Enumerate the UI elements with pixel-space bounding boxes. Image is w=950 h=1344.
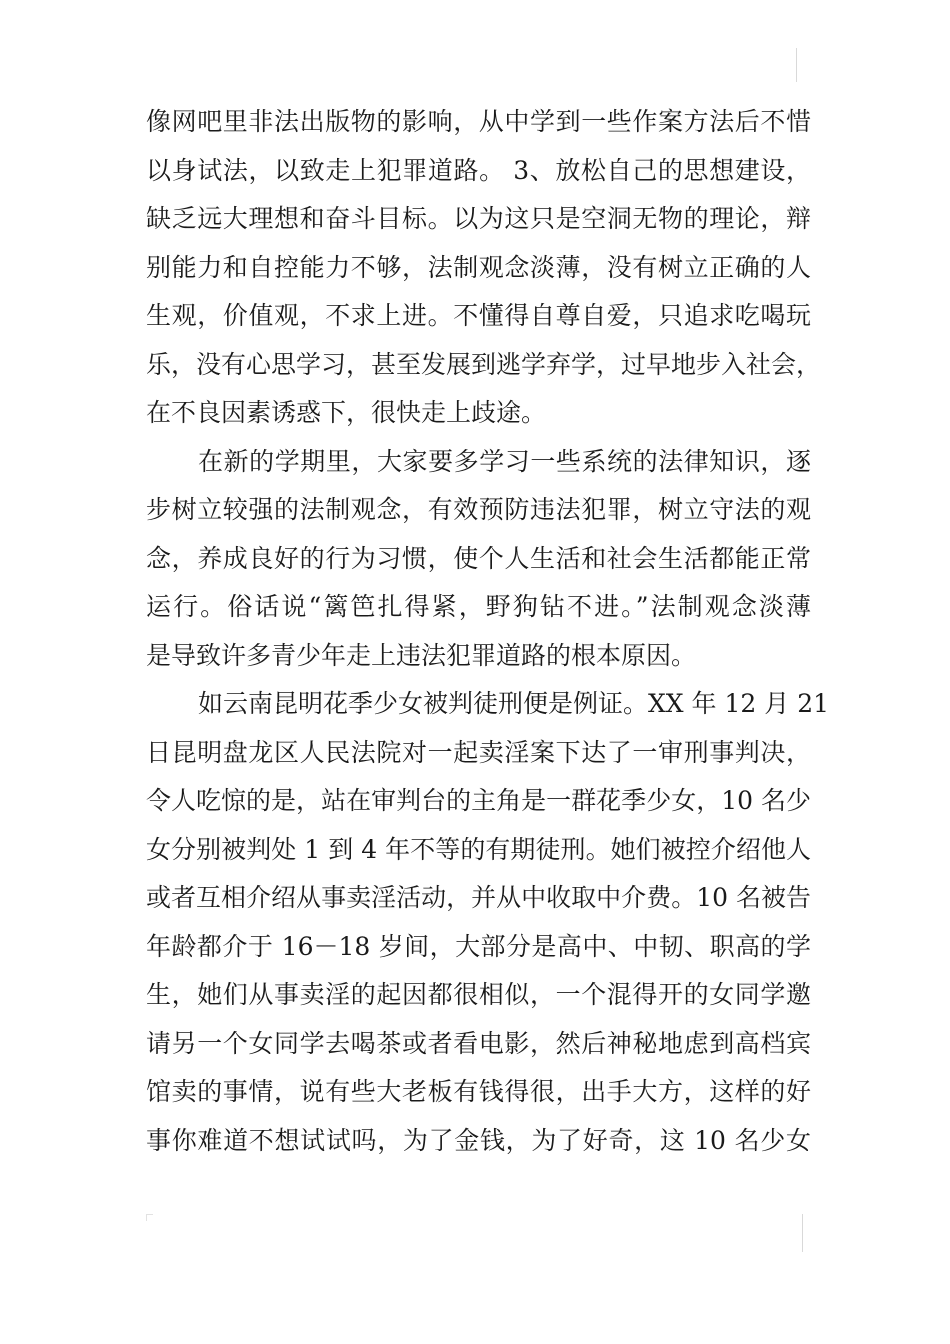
- text-line: 是导致许多青少年走上违法犯罪道路的根本原因。: [146, 640, 697, 670]
- text-line: 事你难道不想试试吗，为了金钱，为了好奇，这 10 名少女: [146, 1125, 811, 1155]
- page-edge-mark-top: [796, 48, 797, 82]
- text-line: 以身试法，以致走上犯罪道路。 3、放松自己的思想建设，: [146, 155, 811, 185]
- text-line: 别能力和自控能力不够，法制观念淡薄，没有树立正确的人: [146, 252, 811, 282]
- page-edge-mark-bottom: [802, 1214, 803, 1252]
- text-line: 运行。俗话说“篱笆扎得紧，野狗钻不进。”法制观念淡薄: [146, 592, 811, 621]
- paragraph: [146, 98, 822, 438]
- text-line: 在不良因素诱惑下，很快走上歧途。: [146, 398, 547, 427]
- text-line: 生观，价值观，不求上进。不懂得自尊自爱，只追求吃喝玩: [146, 301, 811, 330]
- text-line: 女分别被判处 1 到 4 年不等的有期徒刑。她们被控介绍他人: [146, 834, 811, 864]
- text-line: 步树立较强的法制观念，有效预防违法犯罪，树立守法的观: [146, 495, 811, 524]
- text-line: 或者互相介绍从事卖淫活动，并从中收取中介费。10 名被告: [146, 883, 811, 912]
- text-line: 如云南昆明花季少女被判徒刑便是例证。XX 年 12 月 21: [198, 689, 830, 718]
- text-line: 像网吧里非法出版物的影响，从中学到一些作案方法后不惜: [146, 107, 811, 136]
- text-line: 生，她们从事卖淫的起因都很相似，一个混得开的女同学邀: [146, 980, 811, 1009]
- page-corner-mark: [146, 1214, 153, 1221]
- text-line: 念，养成良好的行为习惯，使个人生活和社会生活都能正常: [146, 543, 811, 573]
- paragraph: [146, 680, 830, 1165]
- text-line: 缺乏远大理想和奋斗目标。以为这只是空洞无物的理论，辩: [146, 204, 811, 233]
- paragraph: [146, 438, 811, 681]
- body-text: [146, 98, 830, 1165]
- text-line: 请另一个女同学去喝茶或者看电影，然后神秘地虑到高档宾: [146, 1028, 811, 1058]
- text-line: 乐，没有心思学习，甚至发展到逃学弃学，过早地步入社会，: [146, 349, 822, 379]
- text-line: 年龄都介于 16－18 岁间，大部分是高中、中韧、职高的学: [146, 931, 811, 961]
- text-line: 日昆明盘龙区人民法院对一起卖淫案下达了一审刑事判决，: [146, 737, 811, 767]
- text-line: 馆卖的事情，说有些大老板有钱得很，出手大方，这样的好: [146, 1077, 811, 1106]
- text-line: 令人吃惊的是，站在审判台的主角是一群花季少女，10 名少: [146, 786, 811, 815]
- text-line: 在新的学期里，大家要多学习一些系统的法律知识，逐: [198, 446, 811, 476]
